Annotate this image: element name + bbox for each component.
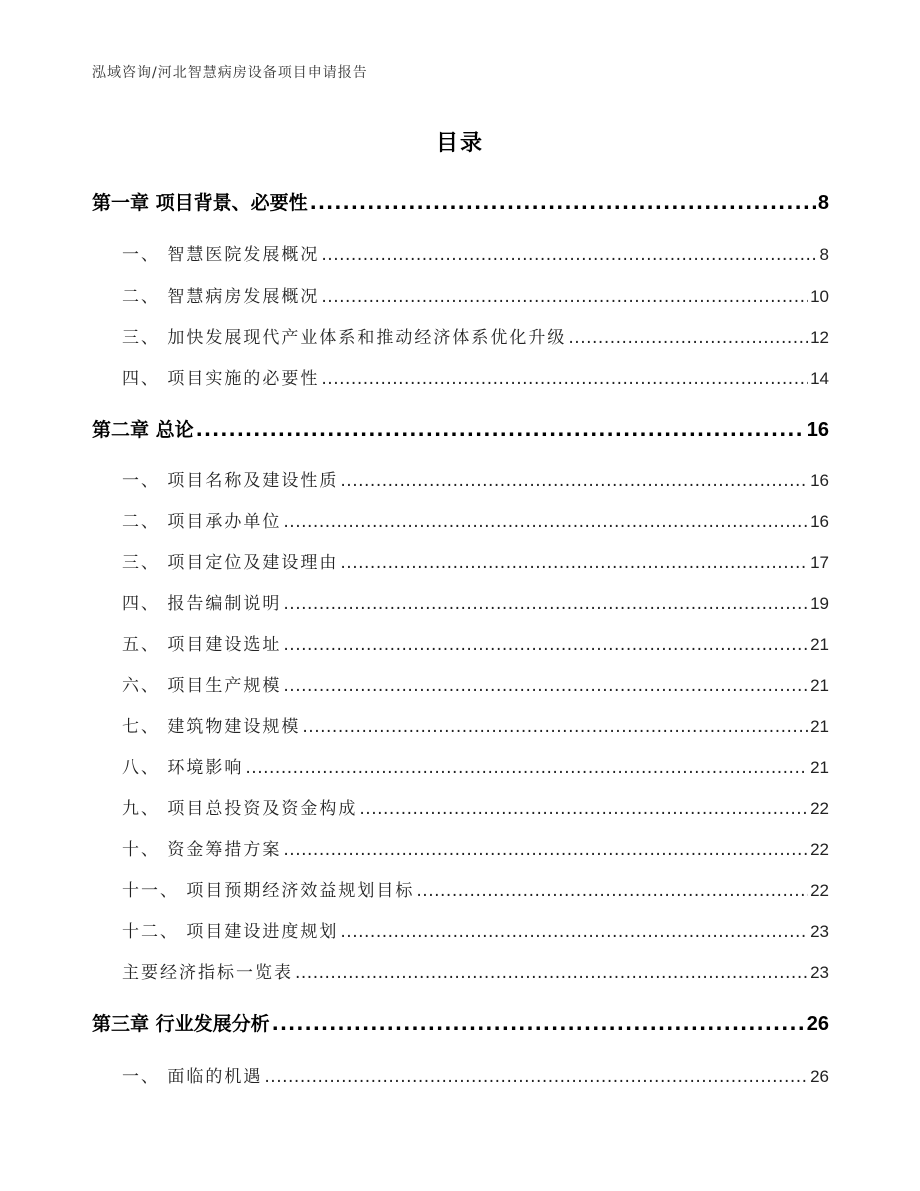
toc-page-number: 21	[810, 676, 829, 695]
toc-section-entry[interactable]	[92, 589, 829, 614]
toc-section-entry[interactable]	[92, 876, 829, 901]
dot-leader	[283, 635, 808, 655]
dot-leader	[310, 192, 816, 214]
toc-title: 目录	[435, 131, 484, 156]
toc-entry-label: 六、 项目生产规模	[122, 676, 282, 696]
toc-entry-label: 八、 环境影响	[122, 758, 244, 778]
dot-leader	[283, 840, 808, 860]
toc-page-number: 23	[810, 963, 829, 982]
dot-leader	[568, 328, 808, 348]
toc-chapter-entry[interactable]	[92, 1009, 829, 1036]
toc-entry-label: 第三章 行业发展分析	[92, 1013, 270, 1035]
toc-section-entry[interactable]	[92, 917, 829, 942]
toc-chapter-entry[interactable]	[92, 188, 829, 215]
toc-entry-label: 九、 项目总投资及资金构成	[122, 799, 358, 819]
dot-leader	[302, 717, 808, 737]
toc-entry-label: 一、 面临的机遇	[122, 1067, 263, 1087]
toc-entry-label: 一、 项目名称及建设性质	[122, 471, 339, 491]
toc-section-entry[interactable]	[92, 712, 829, 737]
dot-leader	[245, 758, 808, 778]
toc-section-entry[interactable]	[92, 794, 829, 819]
toc-entry-label: 十、 资金筹措方案	[122, 840, 282, 860]
dot-leader	[340, 553, 808, 573]
dot-leader	[283, 512, 808, 532]
toc-entry-label: 十二、 项目建设进度规划	[122, 922, 339, 942]
toc-page-number: 21	[810, 635, 829, 654]
toc-entry-label: 四、 项目实施的必要性	[122, 369, 320, 389]
toc-entry-label: 第二章 总论	[92, 419, 194, 441]
dot-leader	[340, 471, 808, 491]
toc-section-entry[interactable]	[92, 958, 829, 983]
toc-entry-label: 四、 报告编制说明	[122, 594, 282, 614]
dot-leader	[283, 676, 808, 696]
toc-page-number: 8	[819, 245, 829, 264]
dot-leader	[272, 1013, 805, 1035]
toc-entry-label: 三、 加快发展现代产业体系和推动经济体系优化升级	[122, 328, 567, 348]
toc-page-number: 26	[806, 1013, 829, 1035]
dot-leader	[321, 287, 808, 307]
toc-page-number: 8	[817, 192, 829, 214]
dot-leader	[321, 245, 817, 265]
toc-page-number: 23	[810, 922, 829, 941]
dot-leader	[416, 881, 808, 901]
toc-page-number: 10	[810, 287, 829, 306]
dot-leader	[359, 799, 808, 819]
toc-page-number: 12	[810, 328, 829, 347]
toc-section-entry[interactable]	[92, 753, 829, 778]
dot-leader	[264, 1067, 808, 1087]
dot-leader	[321, 369, 808, 389]
toc-section-entry[interactable]	[92, 835, 829, 860]
toc-page-number: 22	[810, 840, 829, 859]
toc-section-entry[interactable]	[92, 1062, 829, 1087]
toc-page-number: 16	[810, 512, 829, 531]
toc-page-number: 17	[810, 553, 829, 572]
toc-page-number: 22	[810, 799, 829, 818]
toc-entry-label: 二、 项目承办单位	[122, 512, 282, 532]
toc-page-number: 16	[806, 419, 829, 441]
toc-section-entry[interactable]	[92, 282, 829, 307]
toc-section-entry[interactable]	[92, 364, 829, 389]
toc-section-entry[interactable]	[92, 630, 829, 655]
toc-entry-label: 七、 建筑物建设规模	[122, 717, 301, 737]
toc-page-number: 19	[810, 594, 829, 613]
toc-entry-label: 一、 智慧医院发展概况	[122, 245, 320, 265]
toc-entry-label: 第一章 项目背景、必要性	[92, 192, 308, 214]
toc-chapter-entry[interactable]	[92, 415, 829, 442]
toc-entry-label: 主要经济指标一览表	[122, 963, 293, 983]
dot-leader	[295, 963, 808, 983]
toc-section-entry[interactable]	[92, 466, 829, 491]
toc-entry-label: 五、 项目建设选址	[122, 635, 282, 655]
toc-section-entry[interactable]	[92, 240, 829, 265]
toc-page-number: 21	[810, 758, 829, 777]
dot-leader	[283, 594, 808, 614]
toc-entry-label: 三、 项目定位及建设理由	[122, 553, 339, 573]
toc-entry-label: 十一、 项目预期经济效益规划目标	[122, 881, 415, 901]
toc-page-number: 14	[810, 369, 829, 388]
dot-leader	[340, 922, 808, 942]
toc-section-entry[interactable]	[92, 323, 829, 348]
toc-page-number: 21	[810, 717, 829, 736]
dot-leader	[196, 419, 805, 441]
toc-section-entry[interactable]	[92, 507, 829, 532]
running-header: 泓域咨询/河北智慧病房设备项目申请报告	[92, 65, 368, 81]
toc-section-entry[interactable]	[92, 671, 829, 696]
toc-page-number: 26	[810, 1067, 829, 1086]
toc-entry-label: 二、 智慧病房发展概况	[122, 287, 320, 307]
toc-page-number: 22	[810, 881, 829, 900]
toc-section-entry[interactable]	[92, 548, 829, 573]
toc-page-number: 16	[810, 471, 829, 490]
